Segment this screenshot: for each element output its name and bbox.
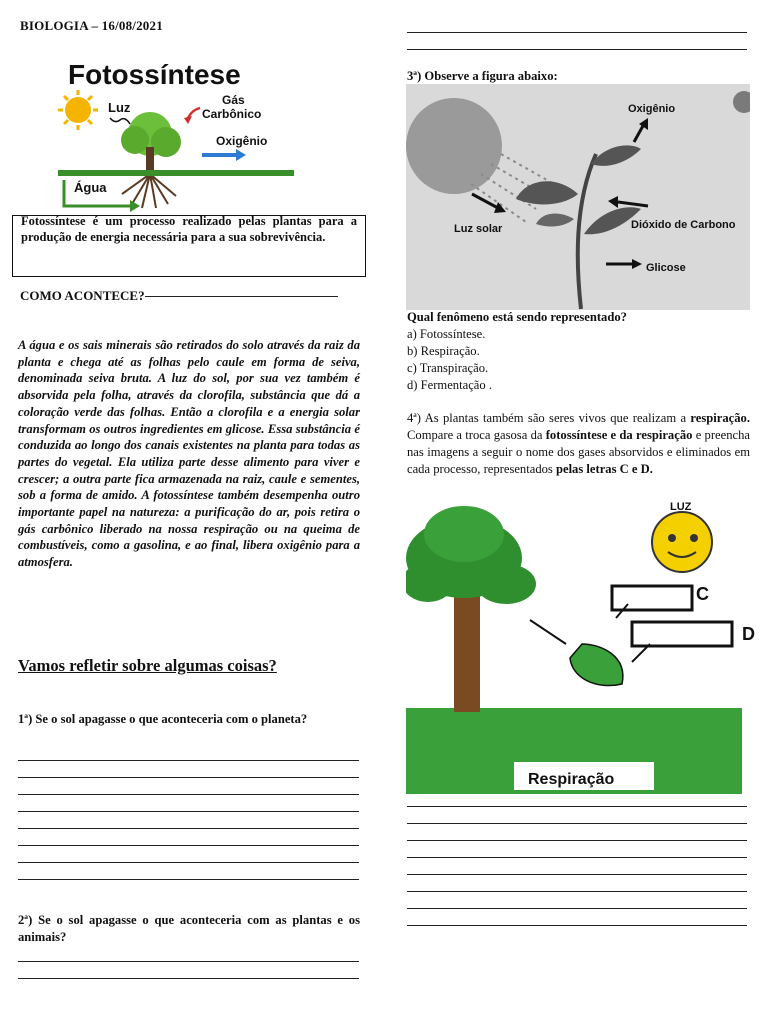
gas-label-2: Carbônico — [202, 107, 262, 121]
q4-text: 4ª) As plantas também são seres vivos que realizam a — [407, 411, 691, 425]
answer-line[interactable] — [18, 777, 359, 778]
answer-line[interactable] — [18, 862, 359, 863]
answer-line[interactable] — [407, 891, 747, 892]
answer-line[interactable] — [407, 823, 747, 824]
option-b[interactable]: b) Respiração. — [407, 344, 480, 358]
dioxido-arrow — [618, 202, 648, 206]
ground — [406, 708, 742, 764]
definition-text: Fotossíntese é um processo realizado pelas plantas para a produção de energia necessária para a sua sobrevivência. — [21, 215, 357, 244]
answer-line[interactable] — [18, 760, 359, 761]
agua-label: Água — [74, 180, 107, 195]
reflect-heading: Vamos refletir sobre algumas coisas? — [18, 656, 277, 675]
q4-text: Compare a troca gasosa da — [407, 428, 546, 442]
gas-arrow — [188, 108, 200, 118]
gas-label-1: Gás — [222, 93, 245, 107]
answer-line[interactable] — [407, 857, 747, 858]
answer-line[interactable] — [407, 925, 747, 926]
sun-icon — [58, 90, 98, 130]
respiration-figure — [406, 494, 762, 794]
como-acontece-label: COMO ACONTECE? — [20, 288, 145, 303]
option-d[interactable]: d) Fermentação . — [407, 378, 492, 392]
answer-line[interactable] — [407, 908, 747, 909]
oxigenio-label: Oxigênio — [628, 103, 676, 115]
explanation-paragraph: A água e os sais minerais são retirados do solo através da raiz da planta e chega até as folhas pelo caule em forma de seiva, denominada seiva bruta. A luz do sol, por sua vez também é absorvida pela folha, através da clorofila, substância que dá a coloração verde das folhas. Então a clorofila e a energia solar transformam os outros ingredientes em glicose. Essa substância é conduzida ao longo dos canais existentes na planta para todas as partes do vegetal. Ela utiliza parte desse alimento para viver e crescer; a outra parte fica armazenada na raiz, caule e sementes, sob a forma de amido. A fotossíntese também desempenha outro importante papel na natureza: a purificação do ar, pois retira o gás carbônico liberado na nossa respiração ou na queima de combustíveis, como a gasolina, e ao final, libera oxigênio para a atmosfera. — [18, 338, 360, 570]
infographic-title: Fotossíntese — [68, 59, 241, 90]
label-c: C — [696, 584, 709, 604]
luz-solar-label: Luz solar — [454, 223, 503, 235]
question-3: Qual fenômeno está sendo representado? — [407, 310, 627, 324]
page-header: BIOLOGIA – 16/08/2021 — [20, 18, 163, 33]
answer-line[interactable] — [407, 806, 747, 807]
answer-line[interactable] — [18, 879, 359, 880]
luz-label: LUZ — [670, 501, 692, 513]
plant-figure — [406, 84, 750, 310]
oxigenio-label: Oxigênio — [216, 134, 268, 148]
leaf — [591, 145, 641, 166]
answer-line[interactable] — [18, 794, 359, 795]
answer-line[interactable] — [18, 961, 359, 962]
answer-line[interactable] — [18, 811, 359, 812]
answer-line[interactable] — [18, 845, 359, 846]
respiracao-label: Respiração — [528, 771, 615, 788]
sun-icon — [406, 98, 502, 194]
answer-line[interactable] — [18, 978, 359, 979]
sun-icon — [652, 512, 712, 572]
answer-line — [145, 296, 338, 297]
badge-icon — [733, 91, 750, 113]
option-a[interactable]: a) Fotossíntese. — [407, 327, 486, 341]
question-1: 1ª) Se o sol apagasse o que aconteceria com o planeta? — [18, 712, 308, 726]
luz-label: Luz — [108, 100, 131, 115]
oxigenio-arrow — [634, 124, 644, 142]
dioxido-label: Dióxido de Carbono — [631, 219, 736, 231]
leaf — [516, 181, 578, 204]
answer-line[interactable] — [18, 828, 359, 829]
answer-line[interactable] — [407, 49, 747, 50]
question-3-title: 3ª) Observe a figura abaixo: — [407, 69, 558, 83]
como-acontece-heading — [20, 288, 338, 304]
photosynthesis-infographic — [50, 52, 300, 217]
box-d[interactable] — [632, 622, 732, 646]
tree-trunk — [454, 594, 480, 712]
definition-box — [12, 215, 366, 277]
label-d: D — [742, 624, 755, 644]
answer-line[interactable] — [407, 840, 747, 841]
answer-line[interactable] — [407, 32, 747, 33]
q4-bold: fotossíntese e da respiração — [545, 428, 693, 442]
leaf — [536, 214, 574, 227]
tree-icon — [121, 112, 181, 208]
question-4 — [407, 410, 750, 478]
q4-bold: pelas letras C e D. — [555, 462, 653, 476]
answer-line[interactable] — [407, 874, 747, 875]
ground — [58, 170, 294, 176]
q4-text: e preencha nas imagens a seguir o nome dos gases absorvidos e eliminados em cada processo, representados — [407, 428, 750, 476]
question-2: 2ª) Se o sol apagasse o que aconteceria com as plantas e os animais? — [18, 913, 360, 944]
box-c[interactable] — [612, 586, 692, 610]
option-c[interactable]: c) Transpiração. — [407, 361, 489, 375]
light-arrow — [110, 118, 130, 124]
q4-bold: respiração. — [690, 411, 750, 425]
glicose-label: Glicose — [646, 262, 686, 274]
